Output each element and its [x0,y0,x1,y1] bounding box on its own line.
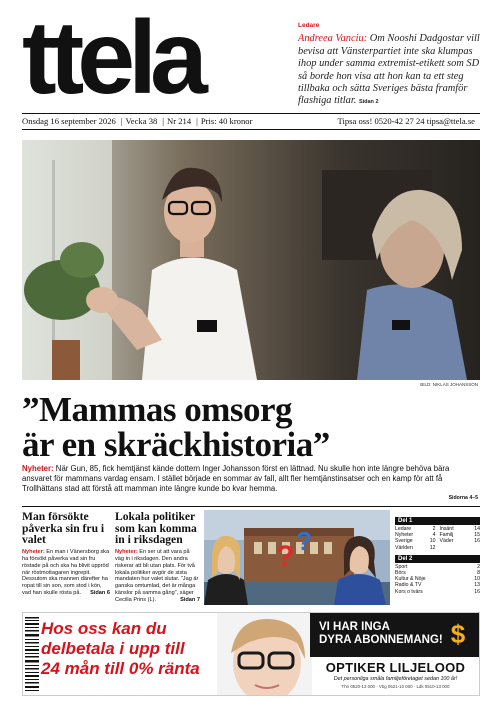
index-label: Kultur & Nöje [395,576,426,583]
main-lead [22,464,480,494]
index-label: Sport [395,563,408,570]
teaser-page-ref: Sidan 2 [358,99,379,106]
lead-page-ref: Sidorna 4–5 [448,495,478,501]
index-part2-title: Del 2 [395,555,480,563]
story-kicker: Nyheter: [115,548,138,555]
newspaper-logo[interactable]: ttela [22,0,201,116]
headline-line: ”Mammas omsorg [22,390,293,429]
teaser-author: Andreea Vanciu: [298,33,368,45]
ad-offer-line: Hos oss kan du [41,619,167,638]
story-headline: Man försökte påverka sin fru i valet [22,510,105,547]
issue-week: Vecka 38 [125,116,158,126]
story-page-ref: Sidan 6 [90,590,110,597]
ad-dark-line: DYRA ABONNEMANG! [319,634,443,646]
story-body [22,549,110,597]
woman-with-glasses-image [217,613,312,696]
ad-brand [310,657,480,696]
ad-offer-line: delbetala i upp till [41,639,185,658]
index-part1-grid [395,526,480,551]
index-label: Familj [439,532,454,539]
optician-advertisement[interactable] [22,612,480,696]
index-row[interactable] [440,538,481,544]
index-page: 14 [474,526,480,532]
index-page: 16 [474,538,480,545]
photo-illustration [22,140,480,380]
ad-dark-line: VI HAR INGA [319,621,390,633]
index-page: 2 [477,563,480,570]
index-page: 10 [474,576,480,583]
issue-info-bar [22,113,480,130]
index-label: Insänt [439,526,454,532]
story-voting[interactable] [22,511,110,597]
issue-price: Pris: 40 kronor [200,116,253,126]
index-label: Nyheter [395,532,414,539]
main-photo[interactable] [22,140,480,380]
ad-dark-banner [310,613,480,657]
index-part1-title: Del 1 [395,517,480,525]
index-page: 13 [474,582,480,589]
politicians-photo[interactable] [204,510,390,605]
lead-kicker: Nyheter: [22,464,54,473]
teaser-text: Om Nooshi Dadgostar vill bevisa att Vänsterpartiet inte ska klumpas ihop under samma extremist-etikett som SD så borde hon visa att hon kan ta ett steg tillbaka och sätta Sveriges bästa framför flashiga titlar. [298,33,480,107]
index-label: Ledare [395,526,412,532]
lead-text: När Gun, 85, fick hemtjänst kände dottern Inger Johansson först en lättnad. Nu skulle hon inte längre behöva bära ansvaret för mammans vardag ensam. I stället började en sommar av fall, allt fler hemtjänstinsatser och en kamp för att få Trollhättans stad att förstå att mamman inte längre kunde bo kvar hemma. [22,464,450,493]
index-label: Sverige [395,538,413,545]
story-page-ref: Sidan 7 [180,597,200,604]
index-label: Börs [395,570,406,577]
index-page: 8 [477,570,480,577]
index-part1-right [440,526,481,551]
index-label: Världen [395,544,413,551]
separator: | [196,116,198,126]
svg-text:?: ? [296,526,312,556]
brand-tagline: Det personliga småla familjeföretaget sedan 100 år! [333,676,458,682]
index-label: Kors o tvärs [395,588,423,595]
dollar-icon: $ [450,619,466,649]
barcode-icon [25,615,39,693]
story-kicker: Nyheter: [22,548,45,555]
brand-name: OPTIKER LILJELOOD [325,660,466,675]
index-page: 15 [474,532,480,539]
ad-offer-line: 24 mån till 0% ränta [41,659,200,678]
index-part1-left [395,526,436,551]
index-page: 2 [432,526,436,532]
story-text: En man i Vänersborg ska ha försökt påverka vad sin fru röstade på och ska ha blivit uppröd när röstmottagaren ingrepit. Dessutom ska mannen därefter ha ropat till sin son, som stod i kön, vad han skulle rösta på. [22,548,110,597]
contents-index [395,517,480,595]
divider [22,506,480,507]
issue-date: Onsdag 16 september 2026 [22,116,116,126]
separator: | [162,116,165,126]
tips-contact[interactable]: Tipsa oss! 0520-42 27 24 tipsa@ttela.se [337,116,475,126]
teaser-kicker: Ledare [298,22,320,29]
index-page: 4 [432,532,436,539]
index-page: 10 [429,538,436,545]
index-part2 [395,555,480,595]
story-headline: Lokala politiker som kan komma in i riksdagen [115,510,197,547]
headline-line: är en skräckhistoria” [22,425,330,464]
masthead [22,0,292,116]
index-row[interactable] [395,589,480,595]
editorial-teaser[interactable] [298,20,480,109]
index-label: Radio & TV [395,582,422,589]
story-text: En ser ut att vara på väg in i riksdagen. Den andra riskerar att bli utan plats. För två lokala politiker avgör de sista mandaten hur valet slutar. ”Jag är ganska omtumlad, det är många känslor på samma gång”, säger Cecilia Prins (L). [115,548,199,604]
index-row[interactable] [395,545,436,551]
index-page: 12 [429,544,436,551]
brand-phones: Thn 0520-13 000 · Vbg 0521-10 000 · Ldk 0510-13 000 [341,684,450,689]
issue-number: Nr 214 [167,116,192,126]
story-body [115,549,200,604]
collage-illustration [204,510,390,605]
ad-offer [41,619,231,679]
svg-text:?: ? [276,540,295,573]
separator: | [120,116,123,126]
index-label: Väder [439,538,454,545]
story-politicians[interactable] [115,511,200,604]
main-headline[interactable] [22,392,480,462]
index-page: 16 [474,588,480,595]
photo-credit: BILD: NIKLAS JOHANSSON [420,382,478,387]
